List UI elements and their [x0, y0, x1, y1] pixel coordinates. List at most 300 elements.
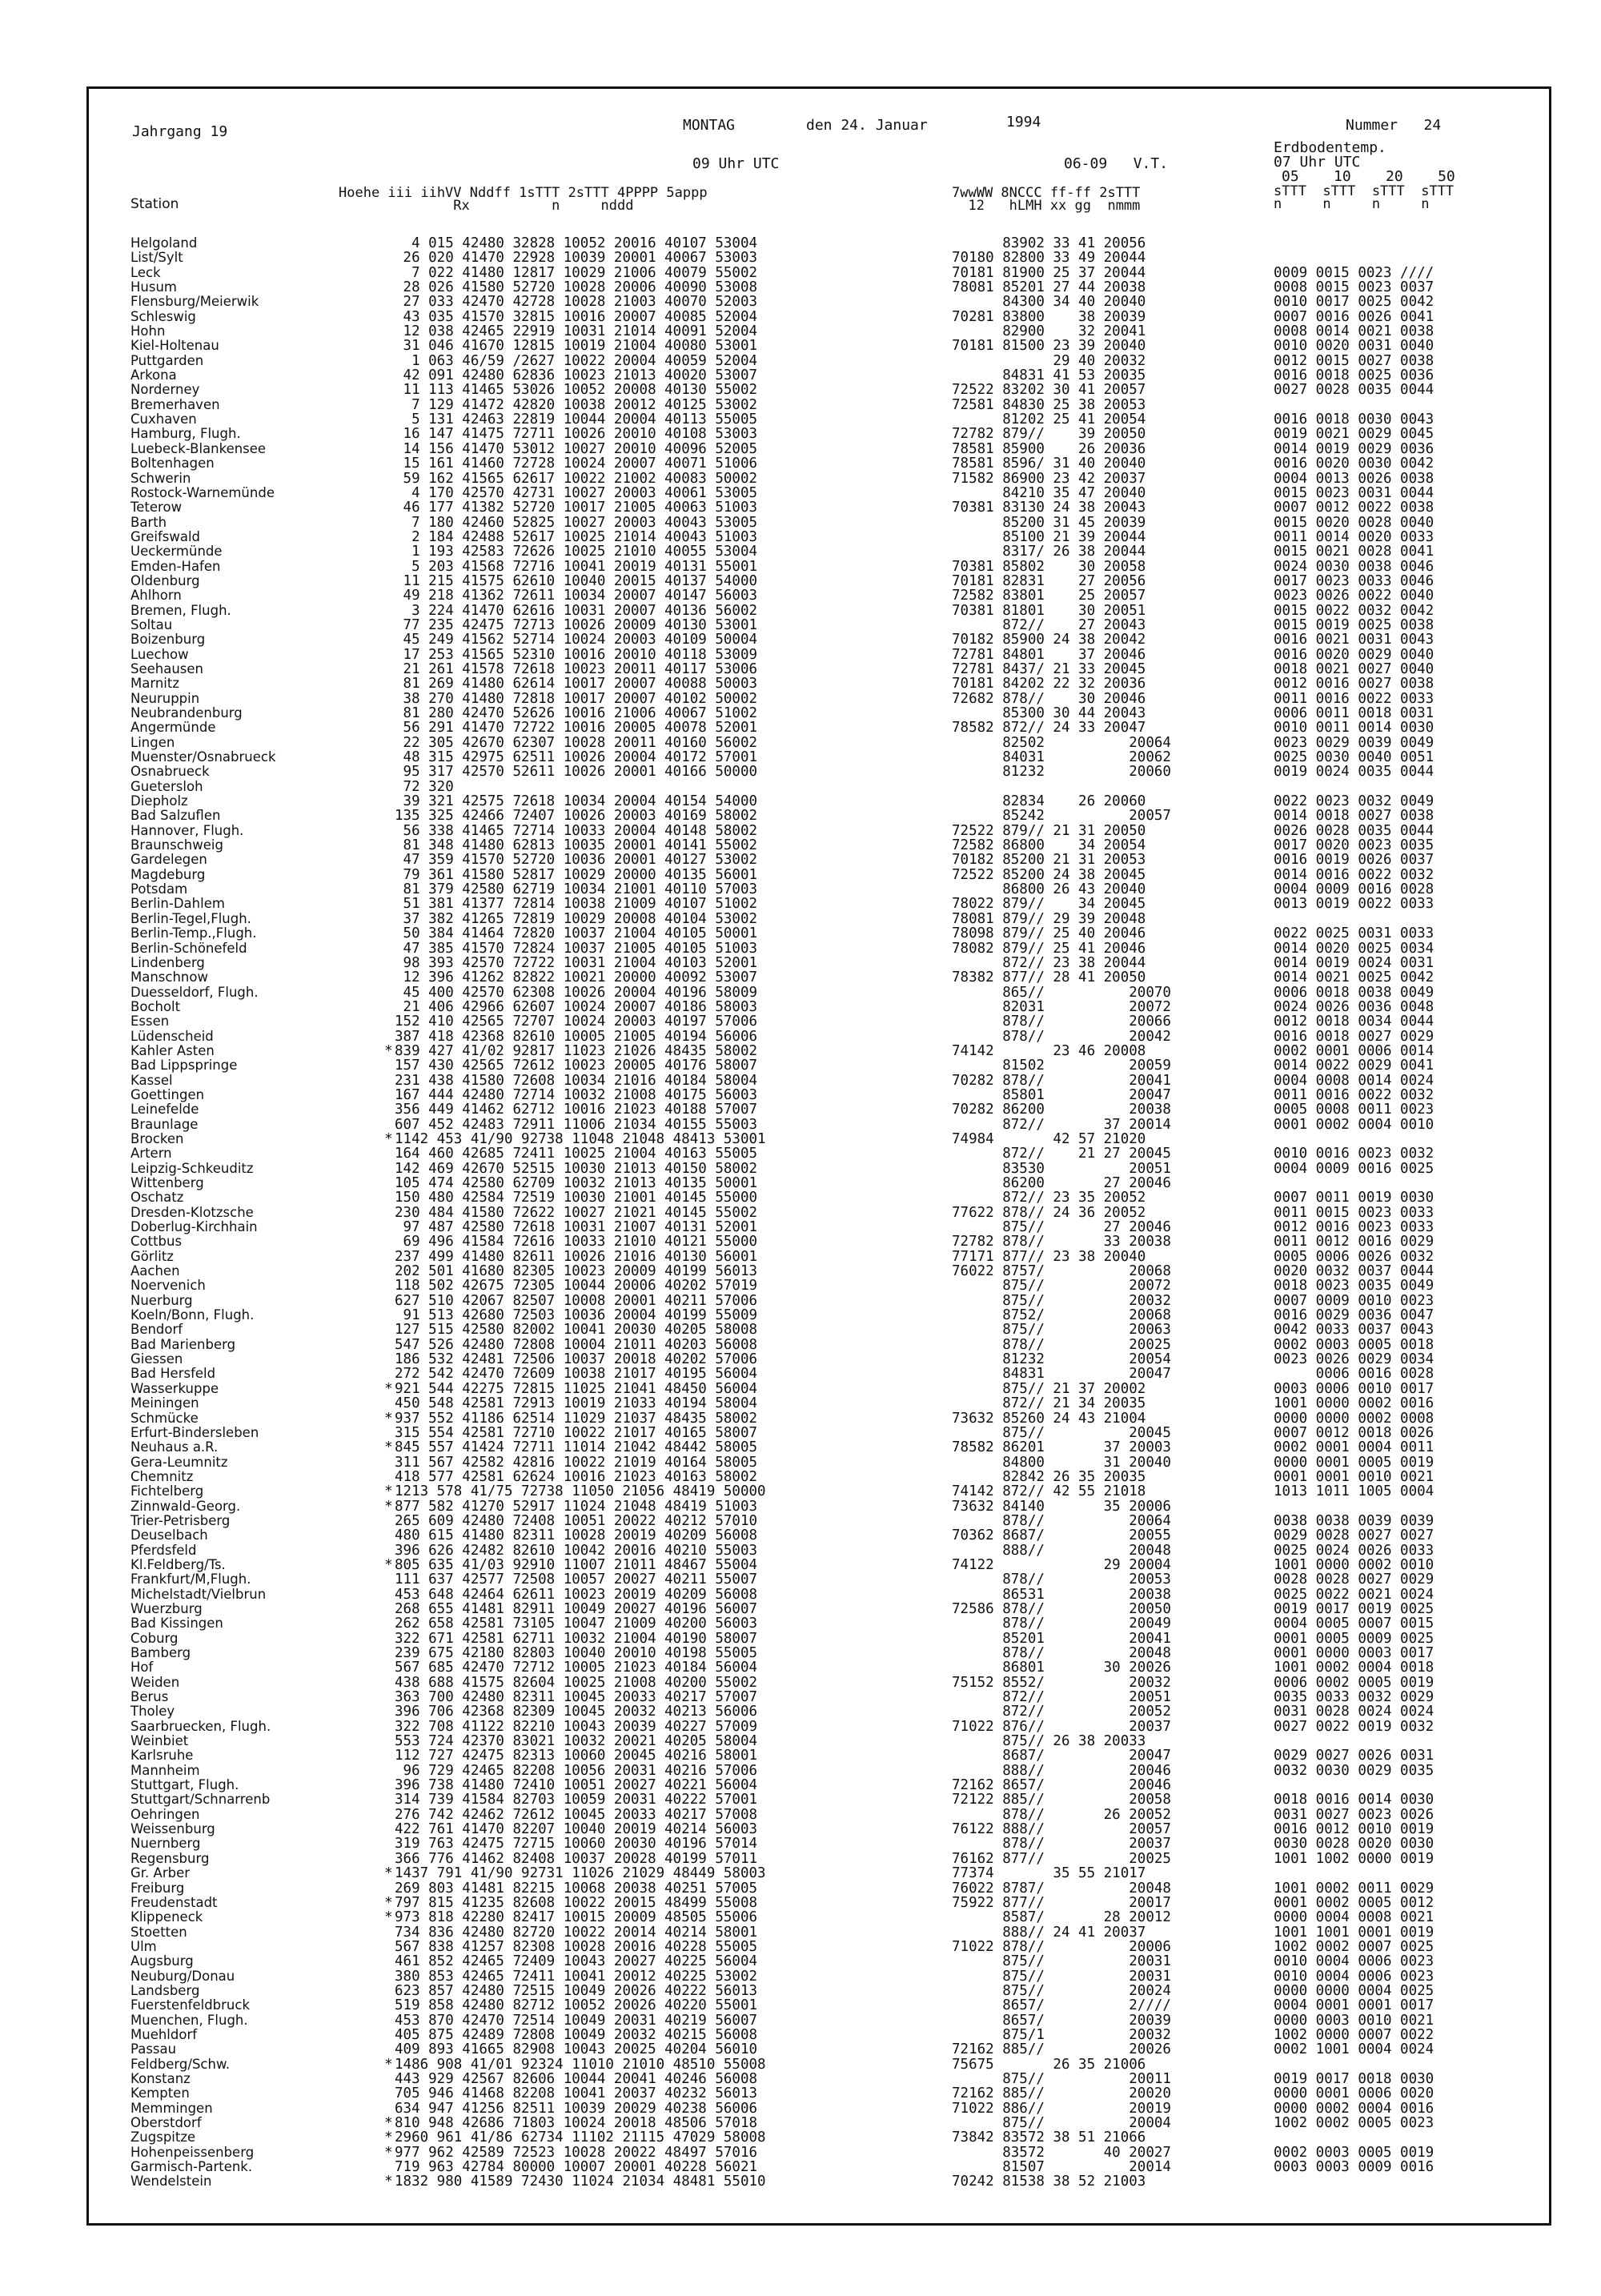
- soil-temperature: 1002 0002 0005 0023: [1274, 2115, 1434, 2131]
- station-name: Schwerin: [130, 470, 191, 486]
- period-group: 74984 42 57 21020: [952, 1130, 1146, 1147]
- table-row: [130, 324, 1539, 339]
- soil-temperature: 0015 0021 0028 0041: [1274, 544, 1434, 560]
- station-name: Frankfurt/M,Flugh.: [130, 1571, 251, 1588]
- period-label: 06-09 V.T.: [1064, 155, 1169, 172]
- station-name: Pferdsfeld: [130, 1542, 197, 1558]
- soil-column-header: sTTT sTTT sTTT sTTT: [1274, 183, 1455, 199]
- soil-temperature: 0004 0008 0014 0024: [1274, 1072, 1434, 1089]
- table-row: [130, 1044, 1539, 1058]
- table-row: [130, 2086, 1539, 2101]
- table-row: [130, 295, 1539, 309]
- period-group: 72782 879// 39 20050: [952, 426, 1146, 443]
- period-group: 78582 86201 37 20003: [952, 1439, 1171, 1456]
- table-row: [130, 2072, 1539, 2086]
- synop-group: 1142 453 41/90 92738 11048 21048 48413 53001: [395, 1130, 766, 1147]
- table-row: [130, 765, 1539, 779]
- station-name: Rostock-Warnemünde: [130, 484, 275, 500]
- soil-temperature: 0010 0016 0023 0032: [1274, 1146, 1434, 1162]
- station-name: Berlin-Schönefeld: [130, 940, 247, 956]
- table-row: [130, 941, 1539, 956]
- table-row: [130, 516, 1539, 530]
- station-name: Garmisch-Partenk.: [130, 2159, 253, 2175]
- table-row: [130, 1764, 1539, 1778]
- synop-group: 50 384 41464 72820 10037 21004 40105 50001: [395, 925, 758, 942]
- synop-group: 81 348 41480 62813 10035 20001 40141 55002: [395, 837, 758, 854]
- soil-temperature: 0011 0016 0022 0032: [1274, 1086, 1434, 1103]
- station-name: Barth: [130, 514, 167, 530]
- soil-temperature: 0014 0022 0029 0041: [1274, 1058, 1434, 1074]
- period-group: 85242 20057: [952, 808, 1171, 825]
- period-group: 78081 879// 29 39 20048: [952, 910, 1146, 927]
- synop-group: 719 963 42784 80000 10007 20001 40228 56021: [395, 2159, 758, 2176]
- station-name: Wittenberg: [130, 1175, 204, 1190]
- station-name: Saarbruecken, Flugh.: [130, 1718, 271, 1734]
- period-group: 82900 32 20041: [952, 323, 1146, 340]
- soil-temperature: 0010 0020 0031 0040: [1274, 338, 1434, 355]
- table-row: [130, 632, 1539, 647]
- table-row: [130, 1925, 1539, 1940]
- soil-temperature: 0010 0017 0025 0042: [1274, 294, 1434, 311]
- synop-group: 14 156 41470 53012 10027 20010 40096 52005: [395, 440, 758, 457]
- synop-group: 311 567 42582 42816 10022 21019 40164 58005: [395, 1454, 758, 1471]
- station-name: Leck: [130, 264, 161, 280]
- table-row: [130, 1748, 1539, 1763]
- synop-group: 21 261 41578 72618 10023 20011 40117 53006: [395, 660, 758, 677]
- synop-group: 810 948 42686 71803 10024 20018 48506 57018: [395, 2115, 758, 2131]
- synop-group: 12 396 41262 82822 10021 20000 40092 53007: [395, 969, 758, 986]
- station-name: Magdeburg: [130, 866, 206, 882]
- period-group: 875// 20063: [952, 1322, 1171, 1339]
- synop-group: 322 708 41122 82210 10043 20039 40227 57009: [395, 1718, 758, 1735]
- soil-temperature: 0015 0023 0031 0044: [1274, 484, 1434, 501]
- table-row: [130, 780, 1539, 794]
- table-row: [130, 588, 1539, 603]
- period-group: 86200 27 20046: [952, 1175, 1171, 1191]
- soil-temperature: 0004 0005 0007 0015: [1274, 1616, 1434, 1632]
- soil-temperature: 0010 0004 0006 0023: [1274, 1953, 1434, 1970]
- station-name: Fichtelberg: [130, 1483, 204, 1499]
- synop-group: 438 688 41575 82604 10025 21008 40200 55002: [395, 1674, 758, 1691]
- synop-group: 81 379 42580 62719 10034 21001 40110 57003: [395, 881, 758, 898]
- period-group: 78082 879// 25 41 20046: [952, 940, 1146, 957]
- station-name: Erfurt-Bindersleben: [130, 1424, 259, 1440]
- table-row: [130, 1602, 1539, 1616]
- soil-temperature: 0000 0000 0002 0008: [1274, 1410, 1434, 1427]
- station-name: Konstanz: [130, 2070, 191, 2086]
- synop-group: 405 875 42489 72808 10049 20032 40215 56008: [395, 2026, 758, 2043]
- station-name: Cottbus: [130, 1234, 183, 1250]
- synop-group: 51 381 41377 72814 10038 21009 40107 51002: [395, 896, 758, 913]
- period-column-subheader: 12 hLMH xx gg nmmm: [952, 198, 1141, 214]
- synop-group: 356 449 41462 62712 10016 21023 40188 57007: [395, 1102, 758, 1118]
- soil-temperature: 0024 0026 0036 0048: [1274, 998, 1434, 1015]
- synop-group: 1437 791 41/90 92731 11026 21029 48449 58003: [395, 1865, 766, 1882]
- period-group: 73842 83572 38 51 21066: [952, 2129, 1146, 2146]
- table-row: [130, 1000, 1539, 1014]
- period-group: 8657/ 2////: [952, 1997, 1171, 2014]
- period-group: 72522 85200 24 38 20045: [952, 866, 1146, 883]
- table-row: [130, 1426, 1539, 1440]
- station-name: Luechow: [130, 646, 189, 662]
- station-name: Osnabrueck: [130, 764, 210, 780]
- period-group: 70181 81900 25 37 20044: [952, 264, 1146, 281]
- soil-temperature: 0016 0019 0026 0037: [1274, 852, 1434, 869]
- table-row: [130, 1572, 1539, 1587]
- soil-temperature: 0014 0019 0024 0031: [1274, 954, 1434, 971]
- station-name: Bremen, Flugh.: [130, 602, 231, 618]
- table-row: [130, 1514, 1539, 1528]
- station-name: Kempten: [130, 2085, 190, 2101]
- table-row: [130, 1088, 1539, 1102]
- mountain-marker: *: [385, 1909, 392, 1926]
- station-name: Lingen: [130, 734, 175, 750]
- table-row: [130, 427, 1539, 441]
- table-row: [130, 530, 1539, 544]
- station-name: Hannover, Flugh.: [130, 822, 244, 838]
- period-group: 872// 37 20014: [952, 1116, 1171, 1133]
- soil-temperature: 0022 0023 0032 0049: [1274, 793, 1434, 810]
- period-group: 875// 21 37 20002: [952, 1380, 1146, 1397]
- soil-temperature: 0003 0003 0009 0016: [1274, 2159, 1434, 2176]
- period-group: 878// 20066: [952, 1014, 1171, 1030]
- station-name: Dresden-Klotzsche: [130, 1204, 254, 1220]
- soil-temperature: 0029 0028 0027 0027: [1274, 1527, 1434, 1544]
- station-name: Berus: [130, 1689, 169, 1705]
- synop-group: 27 033 42470 42728 10028 21003 40070 52003: [395, 294, 758, 311]
- station-name: Emden-Hafen: [130, 558, 221, 574]
- soil-temperature: 0001 0002 0004 0010: [1274, 1116, 1434, 1133]
- table-row: [130, 2028, 1539, 2042]
- synop-group: 38 270 41480 72818 10017 20007 40102 50002: [395, 690, 758, 707]
- station-name: Bad Hersfeld: [130, 1366, 216, 1382]
- synop-group: 59 162 41565 62617 10022 21002 40083 50002: [395, 470, 758, 487]
- station-name: Karlsruhe: [130, 1748, 194, 1764]
- synop-group: 705 946 41468 82208 10041 20037 40232 56013: [395, 2085, 758, 2102]
- synop-group: 396 626 42482 82610 10042 20016 40210 55003: [395, 1542, 758, 1559]
- station-name: Leinefelde: [130, 1102, 199, 1118]
- synop-group: 237 499 41480 82611 10026 21016 40130 56001: [395, 1248, 758, 1265]
- station-name: Flensburg/Meierwik: [130, 294, 259, 310]
- synop-group: 322 671 42581 62711 10032 21004 40190 58007: [395, 1630, 758, 1647]
- station-name: Bamberg: [130, 1645, 191, 1660]
- station-name: Leipzig-Schkeuditz: [130, 1160, 254, 1176]
- mountain-marker: *: [385, 1410, 392, 1427]
- period-group: 84210 35 47 20040: [952, 484, 1146, 501]
- station-name: Stuttgart, Flugh.: [130, 1777, 239, 1793]
- period-group: 872// 20051: [952, 1689, 1171, 1706]
- station-name: Artern: [130, 1146, 172, 1162]
- synop-group: 1832 980 41589 72430 11024 21034 48481 55010: [395, 2174, 766, 2190]
- period-group: 82842 26 35 20035: [952, 1468, 1146, 1485]
- soil-temperature: 0028 0028 0027 0029: [1274, 1571, 1434, 1588]
- table-row: [130, 1852, 1539, 1866]
- station-name: Bad Marienberg: [130, 1336, 236, 1352]
- table-row: [130, 472, 1539, 486]
- synop-group: 26 020 41470 22928 10039 20001 40067 53003: [395, 250, 758, 267]
- station-name: Neuhaus a.R.: [130, 1439, 219, 1455]
- period-group: 77171 877// 23 38 20040: [952, 1248, 1146, 1265]
- soil-title: Erdbodentemp.: [1274, 139, 1386, 156]
- synop-group: 47 359 41570 52720 10036 20001 40127 53002: [395, 852, 758, 869]
- synop-group: 547 526 42480 72808 10004 21011 40203 56008: [395, 1336, 758, 1353]
- soil-temperature: 0026 0028 0035 0044: [1274, 822, 1434, 839]
- period-group: 878// 20025: [952, 1336, 1171, 1353]
- period-group: 72782 878// 33 20038: [952, 1234, 1171, 1250]
- station-name: Hohn: [130, 323, 166, 339]
- table-row: [130, 1176, 1539, 1190]
- station-name: Weiden: [130, 1674, 180, 1690]
- soil-temperature: 0010 0004 0006 0023: [1274, 1968, 1434, 1985]
- mountain-marker: *: [385, 1865, 392, 1882]
- date-label: den 24. Januar: [806, 117, 928, 134]
- table-row: [130, 280, 1539, 295]
- mountain-marker: *: [385, 1439, 392, 1456]
- station-name: Doberlug-Kirchhain: [130, 1219, 258, 1235]
- period-group: 878// 20037: [952, 1836, 1171, 1852]
- soil-temperature: 0004 0009 0016 0028: [1274, 881, 1434, 898]
- synop-group: 91 513 42680 72503 10036 20004 40199 55009: [395, 1307, 758, 1324]
- table-row: [130, 1616, 1539, 1631]
- soil-temperature: 0024 0030 0038 0046: [1274, 558, 1434, 575]
- synop-group: 1 063 46/59 /2627 10022 20004 40059 52004: [395, 352, 758, 369]
- table-row: [130, 912, 1539, 926]
- mountain-marker: *: [385, 2115, 392, 2131]
- soil-temperature: 0007 0012 0018 0026: [1274, 1424, 1434, 1441]
- soil-temperature: 0016 0020 0029 0040: [1274, 646, 1434, 663]
- soil-temperature: 0018 0023 0035 0049: [1274, 1278, 1434, 1295]
- synop-group: 111 637 42577 72508 10057 20027 40211 55007: [395, 1571, 758, 1588]
- station-name: Landsberg: [130, 1982, 200, 1998]
- soil-temperature: 0006 0018 0038 0049: [1274, 984, 1434, 1001]
- synop-group: 453 648 42464 62611 10023 20019 40209 56008: [395, 1586, 758, 1603]
- obs-time: 09 Uhr UTC: [692, 155, 780, 172]
- station-name: Helgoland: [130, 235, 198, 251]
- soil-temperature: 0000 0003 0010 0021: [1274, 2012, 1434, 2029]
- station-name: Kl.Feldberg/Ts.: [130, 1556, 226, 1572]
- table-row: [130, 368, 1539, 383]
- period-group: 72162 8657/ 20046: [952, 1777, 1171, 1794]
- soil-temperature: 0016 0018 0030 0043: [1274, 411, 1434, 428]
- synop-group: 1213 578 41/75 72738 11050 21056 48419 50000: [395, 1483, 766, 1500]
- period-group: 875// 20031: [952, 1968, 1171, 1985]
- mountain-marker: *: [385, 1130, 392, 1147]
- period-group: 878// 20064: [952, 1512, 1171, 1529]
- station-name: Freiburg: [130, 1880, 185, 1896]
- table-row: [130, 1543, 1539, 1558]
- synop-group: 42 091 42480 62836 10023 21013 40020 53007: [395, 367, 758, 384]
- table-row: [130, 985, 1539, 1000]
- period-group: 78098 879// 25 40 20046: [952, 925, 1146, 942]
- soil-temperature: 1013 1011 1005 0004: [1274, 1483, 1434, 1500]
- day-label: MONTAG: [683, 117, 736, 134]
- period-group: 85200 31 45 20039: [952, 514, 1146, 531]
- synop-group: 627 510 42067 82507 10008 20001 40211 57006: [395, 1292, 758, 1309]
- station-name: Norderney: [130, 382, 200, 398]
- synop-group: 164 460 42685 72411 10025 21004 40163 55005: [395, 1146, 758, 1162]
- synop-group: 977 962 42589 72523 10028 20022 48497 57016: [395, 2144, 758, 2161]
- soil-temperature: 0006 0002 0005 0019: [1274, 1674, 1434, 1691]
- synop-group: 98 393 42570 72722 10031 21004 40103 52001: [395, 954, 758, 971]
- station-name: Giessen: [130, 1351, 183, 1367]
- table-row: [130, 574, 1539, 588]
- period-group: 78022 879// 34 20045: [952, 896, 1146, 913]
- period-group: 8752/ 20068: [952, 1307, 1171, 1324]
- synop-group: 409 893 41665 82908 10043 20025 40204 56010: [395, 2041, 758, 2058]
- main-column-subheader: Rx n nddd: [339, 198, 634, 214]
- period-group: 72122 885// 20058: [952, 1792, 1171, 1808]
- synop-group: 157 430 42565 72612 10023 20005 40176 58007: [395, 1058, 758, 1074]
- station-table: [130, 236, 1539, 2190]
- period-group: 70381 85802 30 20058: [952, 558, 1146, 575]
- station-name: Coburg: [130, 1630, 179, 1646]
- table-row: [130, 1102, 1539, 1117]
- table-row: [130, 1352, 1539, 1367]
- period-group: 76022 8757/ 20068: [952, 1263, 1171, 1280]
- table-row: [130, 1690, 1539, 1704]
- station-name: Kiel-Holtenau: [130, 338, 219, 354]
- soil-temperature: 0007 0011 0019 0030: [1274, 1190, 1434, 1206]
- station-name: Nuerburg: [130, 1292, 193, 1308]
- soil-temperature: 0002 1001 0004 0024: [1274, 2041, 1434, 2058]
- synop-group: 461 852 42465 72409 10043 20027 40225 56004: [395, 1953, 758, 1970]
- period-group: 82031 20072: [952, 998, 1171, 1015]
- period-group: 70242 81538 38 52 21003: [952, 2174, 1146, 2190]
- soil-temperature: 0000 0001 0005 0019: [1274, 1454, 1434, 1471]
- table-row: [130, 383, 1539, 397]
- table-row: [130, 1910, 1539, 1925]
- synop-group: 202 501 41680 82305 10023 20009 40199 56013: [395, 1263, 758, 1280]
- table-row: [130, 1382, 1539, 1396]
- synop-group: 2 184 42488 52617 10025 21014 40043 51003: [395, 528, 758, 545]
- table-row: [130, 750, 1539, 765]
- station-name: Cuxhaven: [130, 411, 197, 427]
- period-group: 84031 20062: [952, 749, 1171, 766]
- station-name: Angermünde: [130, 720, 216, 736]
- soil-temperature: 0020 0032 0037 0044: [1274, 1263, 1434, 1280]
- synop-group: 79 361 41580 52817 10029 20000 40135 56001: [395, 866, 758, 883]
- synop-group: 150 480 42584 72519 10030 21001 40145 55000: [395, 1190, 758, 1206]
- table-row: [130, 2057, 1539, 2072]
- soil-temperature: 0031 0028 0024 0024: [1274, 1704, 1434, 1720]
- soil-temperature: 0006 0011 0018 0031: [1274, 705, 1434, 721]
- table-row: [130, 1866, 1539, 1881]
- station-name: Bad Salzuflen: [130, 808, 221, 824]
- mountain-marker: *: [385, 2144, 392, 2161]
- soil-temperature: 0011 0014 0020 0033: [1274, 528, 1434, 545]
- soil-temperature: 0011 0015 0023 0033: [1274, 1204, 1434, 1221]
- synop-group: 22 305 42670 62307 10028 20011 40160 56002: [395, 734, 758, 751]
- table-row: [130, 1720, 1539, 1734]
- mountain-marker: *: [385, 1483, 392, 1500]
- synop-group: 315 554 42581 72710 10022 21017 40165 58007: [395, 1424, 758, 1441]
- synop-group: 127 515 42580 82002 10041 20030 40205 58008: [395, 1322, 758, 1339]
- table-row: [130, 310, 1539, 324]
- table-row: [130, 1646, 1539, 1660]
- station-name: Manschnow: [130, 969, 208, 985]
- station-name: Muehldorf: [130, 2026, 198, 2042]
- period-group: 85100 21 39 20044: [952, 528, 1146, 545]
- station-name: Passau: [130, 2041, 177, 2057]
- station-name: Hohenpeissenberg: [130, 2144, 255, 2160]
- synop-group: 314 739 41584 82703 10059 20031 40222 57001: [395, 1792, 758, 1808]
- synop-group: 262 658 42581 73105 10047 21009 40200 56003: [395, 1616, 758, 1632]
- table-row: [130, 1484, 1539, 1499]
- table-row: [130, 1822, 1539, 1836]
- synop-group: 634 947 41256 82511 10039 20029 40238 56006: [395, 2100, 758, 2117]
- soil-temperature: 0030 0028 0020 0030: [1274, 1836, 1434, 1852]
- station-name: Fuerstenfeldbruck: [130, 1997, 251, 2013]
- soil-temperature: 0017 0020 0023 0035: [1274, 837, 1434, 854]
- station-name: Boltenhagen: [130, 456, 215, 472]
- table-row: [130, 1808, 1539, 1822]
- soil-temperature: 0007 0009 0010 0023: [1274, 1292, 1434, 1309]
- mountain-marker: *: [385, 1556, 392, 1573]
- period-group: 878// 20042: [952, 1028, 1171, 1045]
- station-name: Potsdam: [130, 881, 188, 897]
- table-row: [130, 442, 1539, 456]
- period-group: 75675 26 35 21006: [952, 2056, 1146, 2073]
- station-name: Marnitz: [130, 676, 180, 692]
- soil-temperature: 0038 0038 0039 0039: [1274, 1512, 1434, 1529]
- station-name: Nuernberg: [130, 1836, 201, 1852]
- table-row: [130, 1278, 1539, 1293]
- soil-depths: 05 10 20 50: [1282, 168, 1455, 185]
- period-group: 74142 872// 42 55 21018: [952, 1483, 1146, 1500]
- soil-temperature: 0027 0028 0035 0044: [1274, 382, 1434, 399]
- synop-group: 72 320: [395, 778, 454, 795]
- period-group: 872// 23 35 20052: [952, 1190, 1146, 1206]
- period-group: 875// 20031: [952, 1953, 1171, 1970]
- table-row: [130, 618, 1539, 632]
- soil-temperature: 0025 0024 0026 0033: [1274, 1542, 1434, 1559]
- period-group: 71582 86900 23 42 20037: [952, 470, 1146, 487]
- station-name: Bad Lippspringe: [130, 1058, 238, 1074]
- station-name: Muenster/Osnabrueck: [130, 749, 276, 765]
- table-row: [130, 1778, 1539, 1792]
- table-row: [130, 706, 1539, 721]
- station-name: Deuselbach: [130, 1527, 208, 1543]
- synop-group: 623 857 42480 72515 10049 20026 40222 56013: [395, 1982, 758, 1999]
- synop-group: 11 215 41575 62610 10040 20015 40137 54000: [395, 572, 758, 589]
- period-group: 85801 20047: [952, 1086, 1171, 1103]
- synop-group: 272 542 42470 72609 10038 21017 40195 56004: [395, 1366, 758, 1383]
- table-row: [130, 2042, 1539, 2057]
- station-name: Braunschweig: [130, 837, 223, 853]
- table-row: [130, 897, 1539, 911]
- soil-temperature: 0027 0022 0019 0032: [1274, 1718, 1434, 1735]
- mountain-marker: *: [385, 1894, 392, 1911]
- synop-group: 3 224 41470 62616 10031 20007 40136 56002: [395, 602, 758, 619]
- period-group: 84800 31 20040: [952, 1454, 1171, 1471]
- synop-group: 567 685 42470 72712 10005 21023 40184 56004: [395, 1660, 758, 1676]
- station-name: Husum: [130, 279, 177, 295]
- soil-temperature: 0005 0008 0011 0023: [1274, 1102, 1434, 1118]
- soil-temperature: 0005 0006 0026 0032: [1274, 1248, 1434, 1265]
- synop-group: 519 858 42480 82712 10052 20026 40220 55001: [395, 1997, 758, 2014]
- synop-group: 48 315 42975 62511 10026 20004 40172 57001: [395, 749, 758, 766]
- soil-temperature: 0032 0030 0029 0035: [1274, 1762, 1434, 1779]
- synop-group: 186 532 42481 72506 10037 20018 40202 57006: [395, 1351, 758, 1368]
- period-group: 70282 86200 20038: [952, 1102, 1171, 1118]
- station-name: Bendorf: [130, 1322, 183, 1338]
- station-name: Brocken: [130, 1130, 184, 1146]
- station-name: Ueckermünde: [130, 544, 223, 560]
- period-group: 86800 26 43 20040: [952, 881, 1146, 898]
- synop-group: 28 026 41580 52720 10028 20006 40090 53008: [395, 279, 758, 296]
- period-group: 84831 41 53 20035: [952, 367, 1146, 384]
- jahrgang-label: Jahrgang 19: [132, 123, 228, 140]
